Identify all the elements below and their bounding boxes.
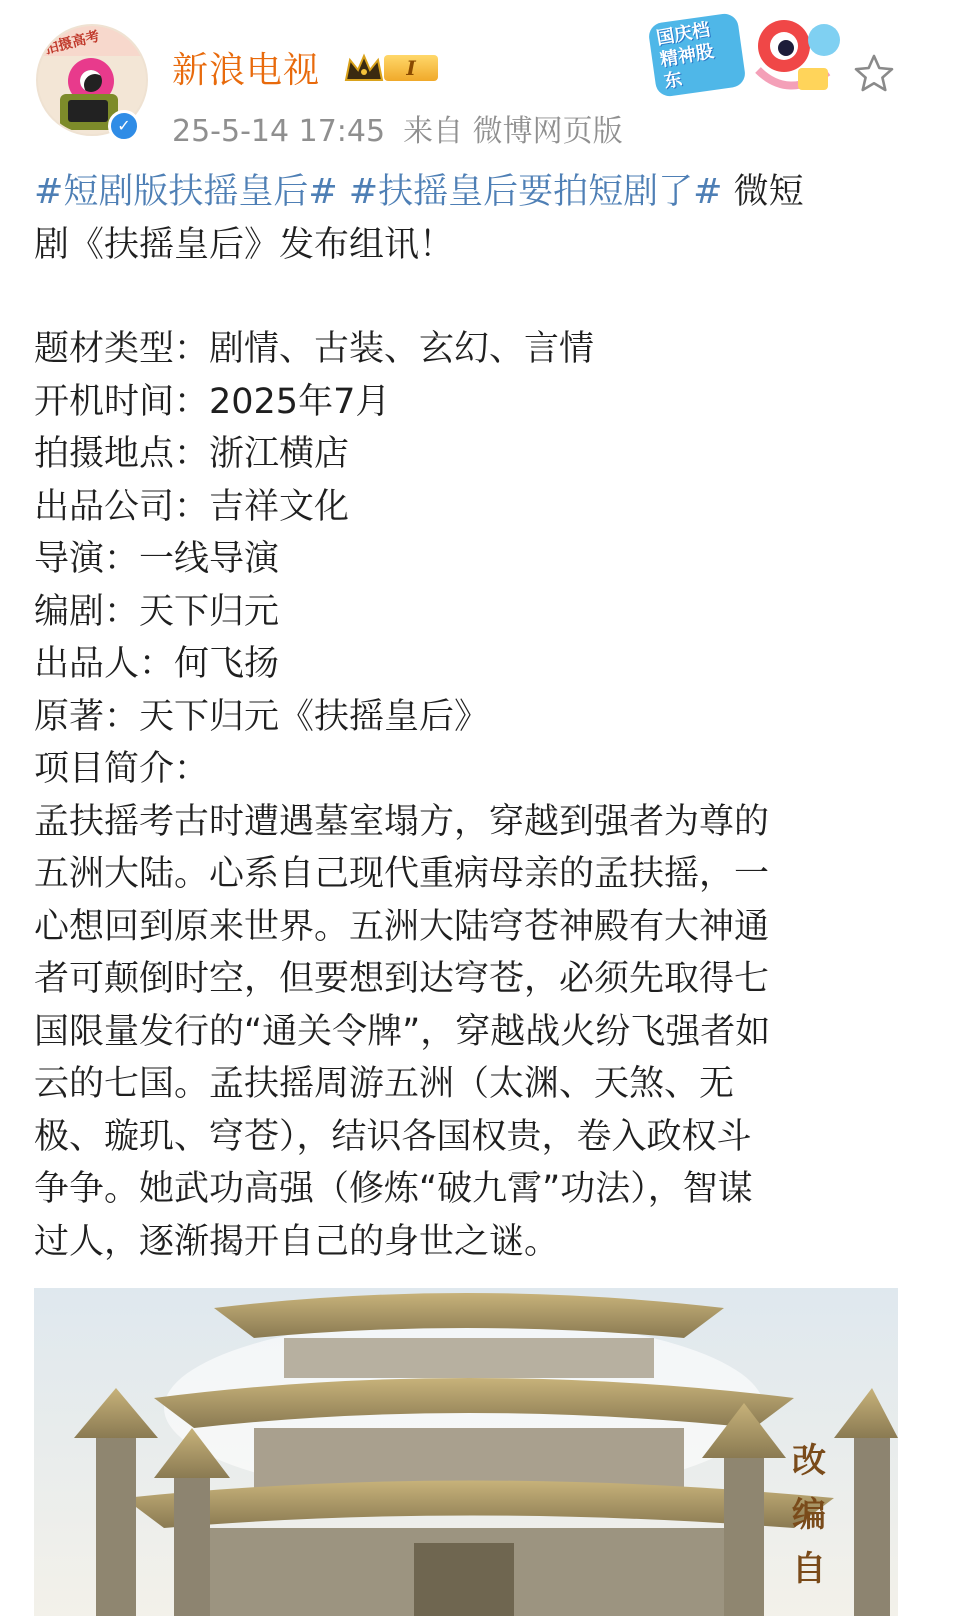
detail-line: 项目简介： xyxy=(34,749,210,789)
synopsis-line: 国限量发行的“通关令牌”，穿越战火纷飞强者如 xyxy=(34,1011,771,1052)
post-intro-line-2: 剧《扶摇皇后》发布组讯！ xyxy=(34,224,455,265)
synopsis-line: 者可颠倒时空，但要想到达穹苍，必须先取得七 xyxy=(34,959,770,999)
synopsis-line: 云的七国。孟扶摇周游五洲（太渊、天煞、无 xyxy=(34,1064,735,1104)
detail-line: 拍摄地点：浙江横店 xyxy=(34,434,350,474)
synopsis-line: 孟扶摇考古时遭遇墓室塌方，穿越到强者为尊的 xyxy=(34,801,770,842)
hashtag-link[interactable]: #扶摇皇后要拍短剧了# xyxy=(348,172,723,212)
username[interactable]: 新浪电视 xyxy=(172,50,321,91)
image-overlay-text xyxy=(792,1434,832,1596)
avatar-banner-text: 拍摄高考 xyxy=(43,28,102,58)
post-meta xyxy=(172,106,641,150)
post-timestamp[interactable]: 25-5-14 17:45 xyxy=(172,114,386,149)
hashtag-link[interactable]: #短剧版扶摇皇后# xyxy=(34,172,338,212)
synopsis-line: 五洲大陆。心系自己现代重病母亲的孟扶摇，一 xyxy=(34,854,770,894)
synopsis-line: 心想回到原来世界。五洲大陆穹苍神殿有大神通 xyxy=(34,906,770,947)
synopsis-line: 争争。她武功高强（修炼“破九霄”功法），智谋 xyxy=(34,1169,753,1209)
post-intro-text: 微短 xyxy=(722,172,804,212)
synopsis-line: 过人，逐渐揭开自己的身世之谜。 xyxy=(34,1221,560,1262)
detail-line: 出品人：何飞扬 xyxy=(34,644,280,684)
overlay-char: 改 xyxy=(792,1441,826,1481)
post-header xyxy=(0,0,956,150)
detail-line: 编剧：天下归元 xyxy=(34,591,280,632)
verified-icon: ✓ xyxy=(108,110,140,142)
post-image[interactable] xyxy=(34,1288,898,1616)
detail-line: 题材类型：剧情、古装、玄幻、言情 xyxy=(34,329,595,369)
paragraph-gap xyxy=(34,271,894,323)
palace-illustration xyxy=(34,1288,898,1616)
post-intro-line-1 xyxy=(34,166,894,219)
detail-line: 出品公司：吉祥文化 xyxy=(34,486,350,527)
overlay-char: 编 xyxy=(792,1495,826,1535)
synopsis-line: 极、璇玑、穹苍），结识各国权贵，卷入政权斗 xyxy=(34,1116,752,1157)
detail-line: 导演：一线导演 xyxy=(34,539,280,579)
star-icon[interactable] xyxy=(852,52,896,96)
post-body xyxy=(34,166,894,1268)
event-badge-text: 国庆档精神股东 xyxy=(654,19,716,93)
overlay-char: 自 xyxy=(792,1549,826,1589)
crown-icon xyxy=(344,52,384,84)
detail-line: 开机时间：2025年7月 xyxy=(34,381,391,422)
post-source: 来自 微博网页版 xyxy=(403,114,623,149)
detail-line: 原著：天下归元《扶摇皇后》 xyxy=(34,696,490,737)
user-rank-badge[interactable]: I xyxy=(384,55,438,81)
